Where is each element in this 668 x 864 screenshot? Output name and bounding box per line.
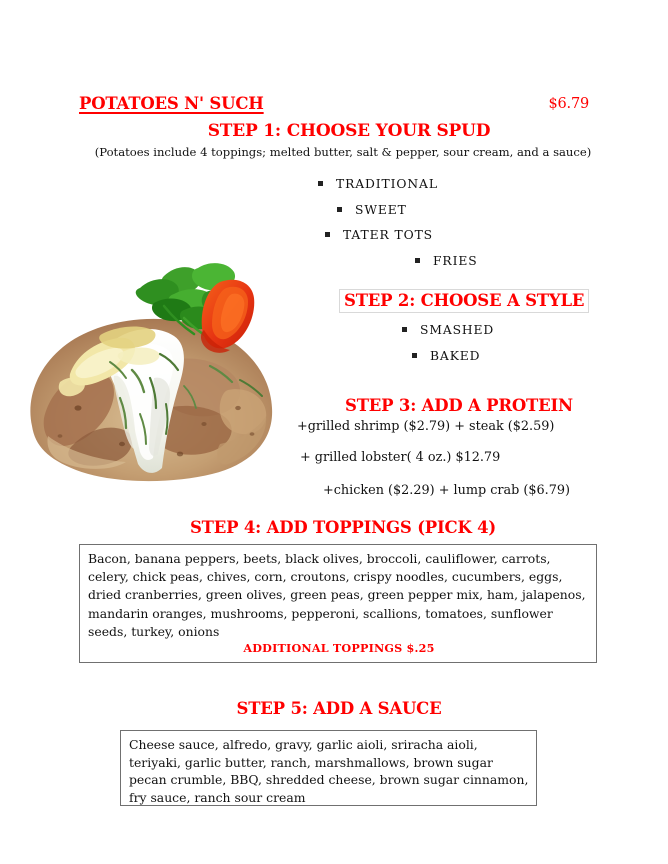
square-bullet-icon bbox=[318, 181, 323, 186]
toppings-box bbox=[79, 544, 597, 663]
step-5-heading: STEP 5: ADD A SAUCE bbox=[236, 699, 442, 718]
protein-option-lobster[interactable]: + grilled lobster( 4 oz.) $12.79 bbox=[300, 450, 501, 465]
style-option-label: SMASHED bbox=[420, 323, 495, 337]
page-title: POTATOES N' SUCH bbox=[79, 94, 264, 113]
toppings-list: Bacon, banana peppers, beets, black olives, broccoli, cauliflower, carrots, celery, chick peas, chives, corn, croutons, crispy noodles, cucumbers, eggs, dried cranberries, green olives, green peas, green pepper mix, ham, jalapenos, mandarin oranges, mushrooms, pepperoni, scallions, tomatoes, sunflower seeds, turkey, onions bbox=[88, 551, 586, 639]
square-bullet-icon bbox=[415, 258, 420, 263]
square-bullet-icon bbox=[325, 232, 330, 237]
square-bullet-icon bbox=[412, 353, 417, 358]
square-bullet-icon bbox=[337, 207, 342, 212]
sauce-list: Cheese sauce, alfredo, gravy, garlic aioli, sriracha aioli, teriyaki, garlic butter, ranch, marshmallows, brown sugar pecan crumble, BBQ, shredded cheese, brown sugar cinnamon, fry sauce, ranch sour cream bbox=[129, 737, 529, 805]
step-1-note: (Potatoes include 4 toppings; melted butter, salt & pepper, sour cream, and a sauce) bbox=[94, 145, 592, 159]
spud-option-fries[interactable] bbox=[415, 254, 478, 268]
style-option-label: BAKED bbox=[430, 349, 481, 363]
style-option-baked[interactable] bbox=[412, 349, 480, 363]
step-4-heading: STEP 4: ADD TOPPINGS (PICK 4) bbox=[189, 518, 497, 537]
style-option-smashed[interactable] bbox=[402, 323, 494, 337]
protein-option-chicken-crab[interactable]: +chicken ($2.29) + lump crab ($6.79) bbox=[323, 483, 571, 498]
spud-option-label: TATER TOTS bbox=[343, 228, 433, 242]
square-bullet-icon bbox=[402, 327, 407, 332]
spud-option-label: SWEET bbox=[355, 203, 407, 217]
step-2-heading: STEP 2: CHOOSE A STYLE bbox=[339, 289, 589, 313]
spud-option-label: TRADITIONAL bbox=[336, 177, 438, 191]
base-price: $6.79 bbox=[548, 96, 589, 112]
menu-header bbox=[79, 94, 589, 116]
spud-option-tater-tots[interactable] bbox=[325, 228, 433, 242]
additional-toppings-note: ADDITIONAL TOPPINGS $.25 bbox=[243, 641, 435, 655]
spud-option-sweet[interactable] bbox=[337, 203, 407, 217]
sauce-box bbox=[120, 730, 537, 806]
step-1-heading: STEP 1: CHOOSE YOUR SPUD bbox=[207, 121, 491, 141]
loaded-baked-potato-photo bbox=[14, 258, 292, 498]
spud-option-label: FRIES bbox=[433, 254, 478, 268]
protein-option-shrimp-steak[interactable]: +grilled shrimp ($2.79) + steak ($2.59) bbox=[297, 419, 555, 434]
step-3-heading: STEP 3: ADD A PROTEIN bbox=[345, 396, 573, 415]
spud-option-traditional[interactable] bbox=[318, 177, 438, 191]
